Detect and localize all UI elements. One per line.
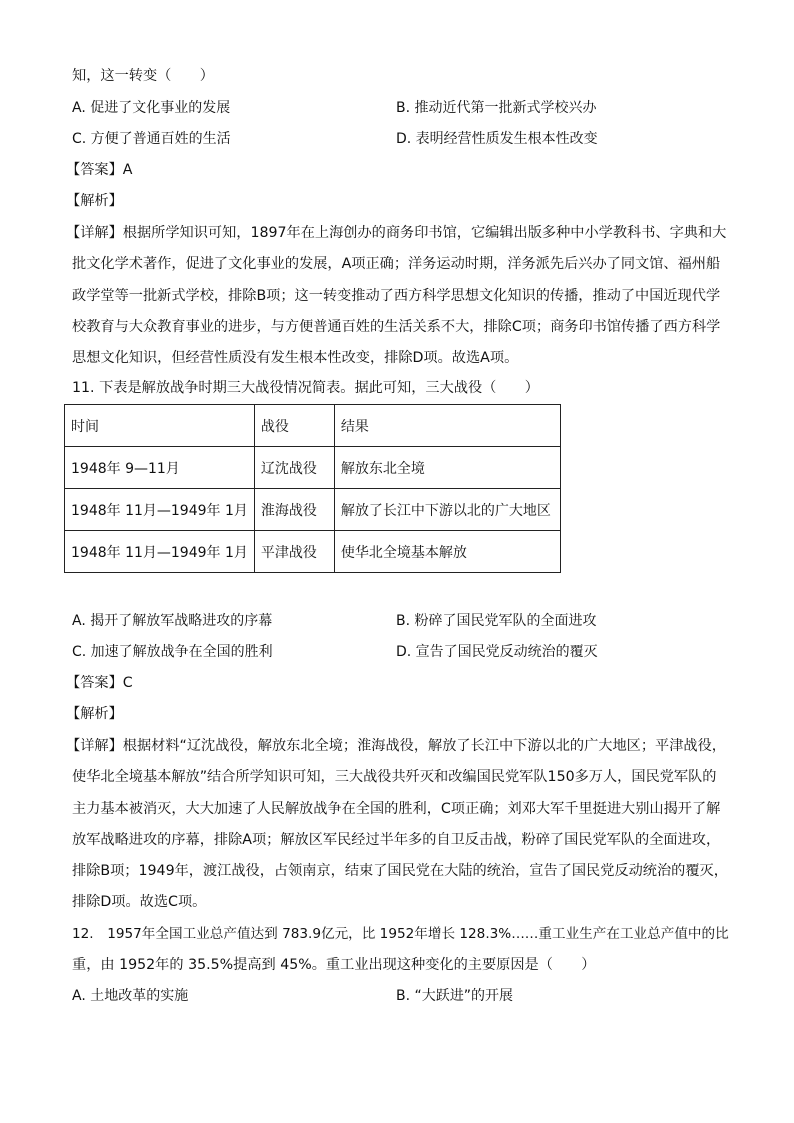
q10-detail-line-3: 政学堂等一批新式学校，排除B项；这一转变推动了西方科学思想文化知识的传播，推动了中国近现代学: [72, 288, 721, 304]
table-row: [65, 531, 561, 573]
q10-option-b: B. 推动近代第一批新式学校兴办: [396, 100, 597, 116]
table-row: [65, 489, 561, 531]
q12-option-a: A. 土地改革的实施: [72, 988, 189, 1004]
table-header-time: 时间: [65, 405, 255, 447]
q10-detail-line-2: 批文化学术著作，促进了文化事业的发展，A项正确；洋务运动时期，洋务派先后兴办了同文馆、福州船: [72, 256, 721, 272]
table-cell-result: 使华北全境基本解放: [334, 531, 560, 573]
table-cell-battle: 辽沈战役: [254, 447, 334, 489]
q11-option-a: A. 揭开了解放军战略进攻的序幕: [72, 613, 273, 629]
q10-analysis-label: 【解析】: [66, 193, 123, 209]
q10-detail-line-1: 【详解】根据所学知识可知，1897年在上海创办的商务印书馆，它编辑出版多种中小学教科书、字典和大: [66, 225, 727, 241]
q11-analysis-label: 【解析】: [66, 706, 123, 722]
table-cell-result: 解放了长江中下游以北的广大地区: [334, 489, 560, 531]
q11-detail-line-4: 放军战略进攻的序幕，排除A项；解放区军民经过半年多的自卫反击战，粉碎了国民党军队的全面进攻，: [72, 832, 721, 848]
table-cell-battle: 淮海战役: [254, 489, 334, 531]
q10-detail-line-4: 校教育与大众教育事业的进步，与方便普通百姓的生活关系不大，排除C项；商务印书馆传播了西方科学: [72, 319, 721, 335]
q11-option-c: C. 加速了解放战争在全国的胜利: [72, 644, 273, 660]
q10-option-c: C. 方便了普通百姓的生活: [72, 131, 231, 147]
table-cell-battle: 平津战役: [254, 531, 334, 573]
q10-answer: 【答案】A: [66, 162, 133, 178]
table-header-battle: 战役: [254, 405, 334, 447]
q11-option-d: D. 宣告了国民党反动统治的覆灭: [396, 644, 598, 660]
q10-option-a: A. 促进了文化事业的发展: [72, 100, 231, 116]
table-header-row: [65, 405, 561, 447]
q12-option-b: B. “大跃进”的开展: [396, 988, 514, 1004]
q10-option-d: D. 表明经营性质发生根本性改变: [396, 131, 598, 147]
q11-detail-line-3: 主力基本被消灭，大大加速了人民解放战争在全国的胜利，C项正确；刘邓大军千里挺进大别山揭开了解: [72, 801, 721, 817]
q11-answer: 【答案】C: [66, 675, 133, 691]
q11-stem: 11. 下表是解放战争时期三大战役情况简表。据此可知，三大战役（ ）: [72, 380, 539, 396]
battles-table: [64, 404, 561, 573]
q12-stem-line-1: 12. 1957年全国工业总产值达到 783.9亿元，比 1952年增长 128.3%……重工业生产在工业总产值中的比: [72, 926, 729, 942]
q11-option-b: B. 粉碎了国民党军队的全面进攻: [396, 613, 597, 629]
table-header-result: 结果: [334, 405, 560, 447]
table-cell-time: 1948年 9—11月: [65, 447, 255, 489]
q12-stem-line-2: 重，由 1952年的 35.5%提高到 45%。重工业出现这种变化的主要原因是（ ）: [72, 957, 596, 973]
table-row: [65, 447, 561, 489]
table-cell-time: 1948年 11月—1949年 1月: [65, 531, 255, 573]
q10-stem-tail: 知，这一转变（ ）: [72, 68, 214, 84]
q11-detail-line-2: 使华北全境基本解放”结合所学知识可知，三大战役共歼灭和改编国民党军队150多万人，国民党军队的: [72, 769, 717, 785]
table-cell-result: 解放东北全境: [334, 447, 560, 489]
q11-detail-line-5: 排除B项；1949年，渡江战役，占领南京，结束了国民党在大陆的统治，宣告了国民党反动统治的覆灭，: [72, 863, 728, 879]
q11-detail-line-6: 排除D项。故选C项。: [72, 894, 207, 910]
q10-detail-line-5: 思想文化知识，但经营性质没有发生根本性改变，排除D项。故选A项。: [72, 350, 519, 366]
table-cell-time: 1948年 11月—1949年 1月: [65, 489, 255, 531]
q11-detail-line-1: 【详解】根据材料“辽沈战役，解放东北全境；淮海战役，解放了长江中下游以北的广大地区；平津战役，: [66, 738, 726, 754]
